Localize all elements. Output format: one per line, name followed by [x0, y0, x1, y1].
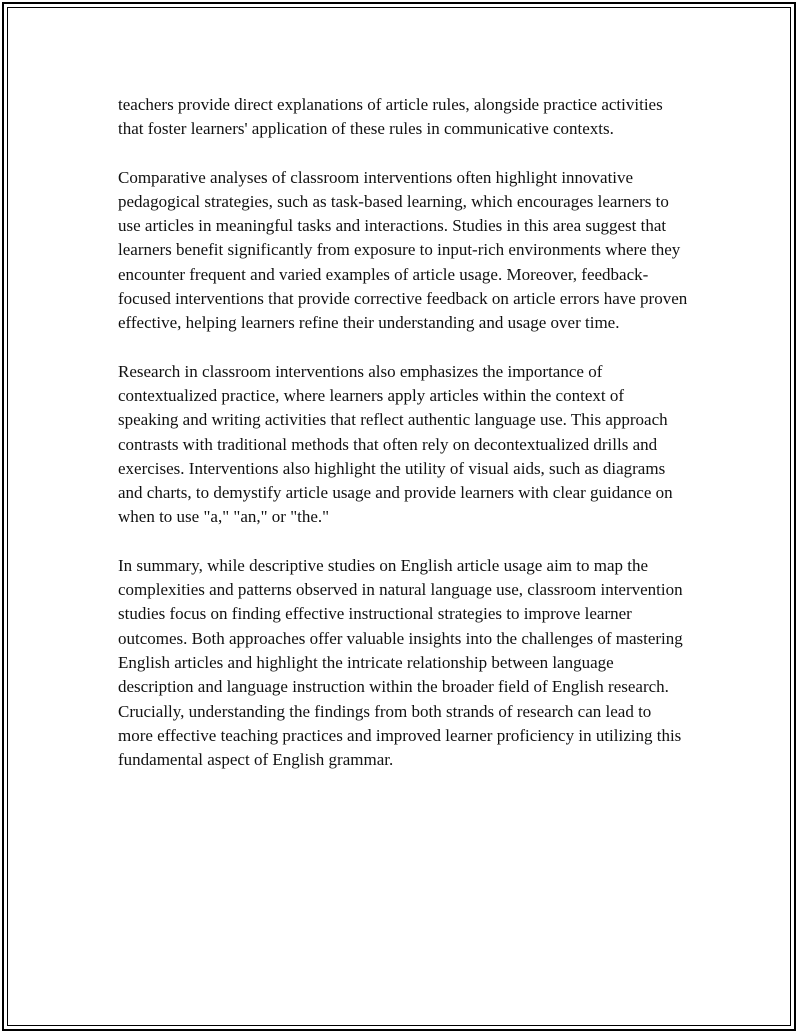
paragraph-4: In summary, while descriptive studies on English article usage aim to map the complexities and patterns observed in natural language use, classroom intervention studies focus on finding effective instructional strategies to improve learner outcomes. Both approaches offer valuable insights into the challenges of mastering English articles and highlight the intricate relationship between language description and language instruction within the broader field of English research. Crucially, understanding the findings from both strands of research can lead to more effective teaching practices and improved learner proficiency in utilizing this fundamental aspect of English grammar. — [118, 555, 683, 770]
paragraph-2: Comparative analyses of classroom interventions often highlight innovative pedagogical strategies, such as task-based learning, which encourages learners to use articles in meaningful tasks and interactions. Studies in this area suggest that learners benefit significantly from exposure to input-rich environments where they encounter frequent and varied examples of article usage. Moreover, feedback-focused interventions that provide corrective feedback on article errors have proven effective, helping learners refine their understanding and usage over time. — [118, 167, 688, 333]
document-body — [118, 93, 688, 796]
paragraph-3: Research in classroom interventions also emphasizes the importance of contextualized practice, where learners apply articles within the context of speaking and writing activities that reflect authentic language use. This approach contrasts with traditional methods that often rely on decontextualized drills and exercises. Interventions also highlight the utility of visual aids, such as diagrams and charts, to demystify article usage and provide learners with clear guidance on when to use "a," "an," or "the." — [118, 361, 673, 527]
paragraph-1: teachers provide direct explanations of article rules, alongside practice activities that foster learners' application of these rules in communicative contexts. — [118, 95, 663, 139]
